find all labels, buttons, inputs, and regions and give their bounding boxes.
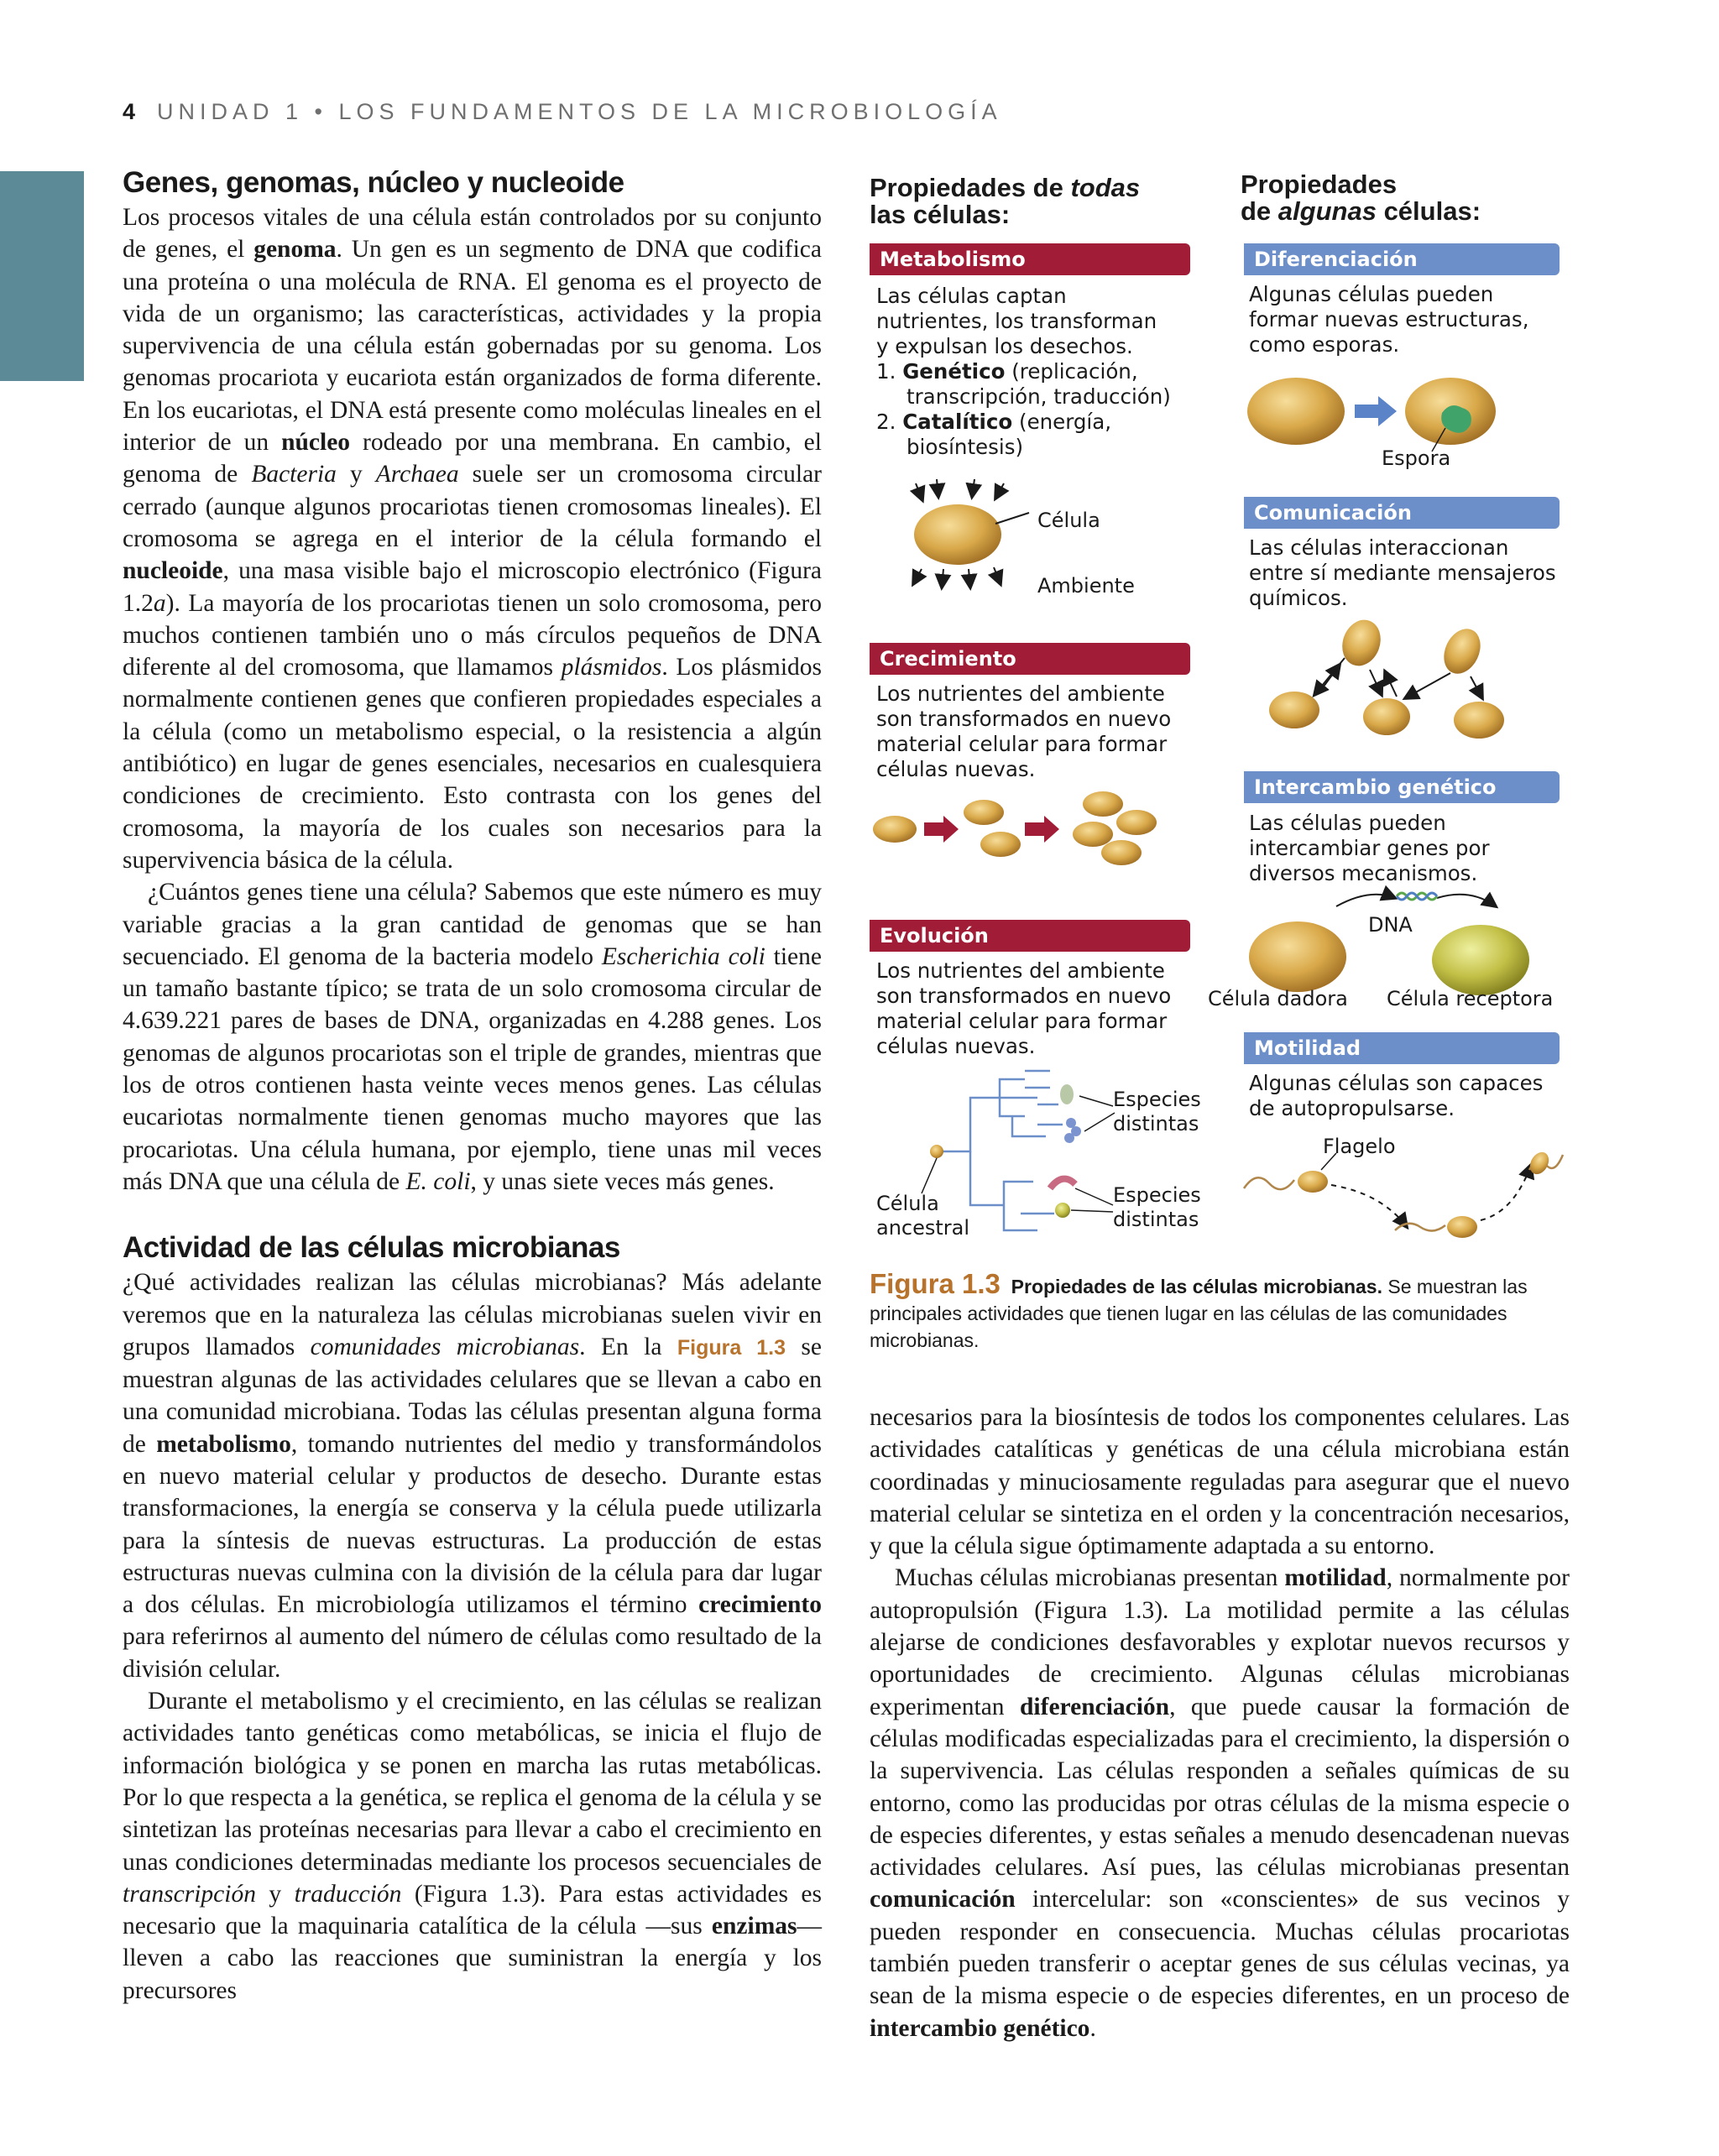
some-cells-heading: Propiedades de algunas células: xyxy=(1241,170,1481,226)
diferenciacion-text: Algunas células pueden formar nuevas estructuras, como esporas. xyxy=(1249,282,1529,357)
paragraph: necesarios para la biosíntesis de todos los componentes celulares. Las actividades catalíticas y genéticas de una célula microbiana están coordinadas y minuciosamente reguladas para asegurar que el nuevo material celular se sintetiza en el orden y la concentración necesarios, y que la célula sigue óptimamente adaptada a su entorno. xyxy=(870,1404,1570,1560)
cell-icon xyxy=(914,504,1001,565)
evolucion-bar: Evolución xyxy=(870,920,1190,952)
paragraph: Durante el metabolismo y el crecimiento, en las células se realizan actividades tanto genéticas como metabólicas, se inicia el flujo de información biológica y se ponen en marcha las rutas metabólicas. Por lo que respecta a la genética, se replica el genoma de la célula y se sintetizan las proteínas necesarias para llevar a cabo el crecimiento en unas condiciones determinadas mediante los procesos secuenciales de transcripción y traducción (Figura 1.3). Para estas actividades es necesario que la maquinaria catalítica de la célula —sus enzimas— lleven a cabo las reacciones que suministran la energía y los precursores xyxy=(123,1688,823,2004)
motility-diagram xyxy=(1244,1130,1580,1255)
section-heading-genes: Genes, genomas, núcleo y nucleoide xyxy=(123,166,624,199)
figure-number: Figura 1.3 xyxy=(870,1268,1001,1299)
intercambio-bar: Intercambio genético xyxy=(1244,771,1560,803)
diferenciacion-bar: Diferenciación xyxy=(1244,243,1560,275)
motilidad-text: Algunas células son capaces de autopropulsarse. xyxy=(1249,1071,1544,1120)
spore-label: Espora xyxy=(1382,446,1451,470)
crecimiento-bar: Crecimiento xyxy=(870,643,1190,675)
recipient-cell-label: Célula receptora xyxy=(1387,987,1554,1010)
metabolismo-text: Las células captan nutrientes, los transforman y expulsan los desechos. 1. Genético (replicación, transcripción, traducción) 2. Catalítico (energía, biosíntesis) xyxy=(876,284,1171,459)
species-label-1: Especies distintas xyxy=(1113,1088,1201,1135)
evolucion-text: Los nutrientes del ambiente son transformados en nuevo material celular para formar células nuevas. xyxy=(876,958,1172,1058)
motilidad-bar: Motilidad xyxy=(1244,1032,1560,1064)
left-column xyxy=(123,164,822,2007)
metabolismo-bar: Metabolismo xyxy=(870,243,1190,275)
crecimiento-text: Los nutrientes del ambiente son transformados en nuevo material celular para formar células nuevas. xyxy=(876,681,1172,781)
paragraph: ¿Qué actividades realizan las células microbianas? Más adelante veremos que en la naturaleza las células microbianas suelen vivir en grupos llamados comunidades microbianas. En la Figura 1.3 se muestran algunas de las actividades celulares que se llevan a cabo en una comunidad microbiana. Todas las células presentan alguna forma de metabolismo, tomando nutrientes del medio y transformándolos en nuevo material celular y productos de desecho. Durante estas transformaciones, la energía se conserva y la célula puede utilizarla para la síntesis de nuevas estructuras. La producción de estas estructuras nuevas culmina con la división de la célula para dar lugar a dos células. En microbiología utilizamos el término crecimiento para referirnos al aumento del número de células como resultado de la división celular. xyxy=(123,1269,823,1683)
all-cells-heading: Propiedades de todas las células: xyxy=(870,173,1141,229)
figure-caption: Figura 1.3 Propiedades de las células microbianas. Se muestran las principales actividades que tienen lugar en las células de las comunidades microbianas. xyxy=(870,1268,1528,1351)
cell-label: Célula xyxy=(1037,509,1100,532)
communication-diagram xyxy=(1244,618,1563,760)
unit-title: UNIDAD 1 • LOS FUNDAMENTOS DE LA MICROBIOLOGÍA xyxy=(157,99,1002,124)
ancestral-cell-label: Célula ancestral xyxy=(876,1192,970,1240)
intercambio-text: Las células pueden intercambiar genes por diversos mecanismos. xyxy=(1249,811,1490,885)
figure-1-3 xyxy=(870,164,1575,1351)
section-heading-activity: Actividad de las células microbianas xyxy=(123,1231,620,1265)
dna-label: DNA xyxy=(1368,913,1413,937)
comunicacion-text: Las células interaccionan entre sí mediante mensajeros químicos. xyxy=(1249,535,1556,610)
paragraph: Muchas células microbianas presentan motilidad, normalmente por autopropulsión (Figura 1.3). La motilidad permite a las células alejarse de condiciones desfavorables y explotar nuevos recursos y oportunidades de crecimiento. Algunas células microbianas experimentan diferenciación, que puede causar la formación de células modificadas especializadas para el crecimiento, la dispersión o la supervivencia. Las células responden a señales químicas de su entorno, como las producidas por otras células de la misma especie o de especies diferentes, y estas señales a menudo desencadenan nuevas actividades celulares. Así pues, las células microbianas presentan comunicación intercelular: son «conscientes» de sus vecinos y pueden responder en consecuencia. Muchas células procariotas también pueden transferir o aceptar genes de sus células vecinas, ya sean de la misma especie o de especies diferentes, en un proceso de intercambio genético. xyxy=(870,1564,1570,2042)
comunicacion-bar: Comunicación xyxy=(1244,497,1560,529)
page-number: 4 xyxy=(123,99,136,124)
chapter-tab-marker xyxy=(0,171,84,381)
donor-cell-label: Célula dadora xyxy=(1208,987,1348,1010)
environment-label: Ambiente xyxy=(1037,574,1135,598)
running-head xyxy=(123,99,1002,125)
paragraph: ¿Cuántos genes tiene una célula? Sabemos que este número es muy variable gracias a la gran cantidad de genomas que se han secuenciado. El genoma de la bacteria modelo Escherichia coli tiene un tamaño bastante típico; se trata de un solo cromosoma circular de 4.639.221 pares de bases de DNA, organizadas en 4.288 genes. Los genomas de algunos procariotas son el triple de grandes, mientras que los de otros contienen hasta veinte veces menos genes. Las células eucariotas normalmente tienen genomas mucho mayores que las procariotas. Una célula humana, por ejemplo, tiene unas mil veces más DNA que una célula de E. coli, y unas siete veces más genes. xyxy=(123,879,822,1195)
right-column xyxy=(870,1402,1570,2044)
paragraph: Los procesos vitales de una célula están controlados por su conjunto de genes, el genoma. Un gen es un segmento de DNA que codifica una proteína o una molécula de RNA. El genoma es el proyecto de vida de un organismo; las características, actividades y la propia supervivencia de una célula están gobernadas por su genoma. Los genomas procariota y eucariota están organizados de forma diferente. En los eucariotas, el DNA está presente como moléculas lineales en el interior de un núcleo rodeado por una membrana. En cambio, el genoma de Bacteria y Archaea suele ser un cromosoma circular cerrado (aunque algunos procariotas tienen cromosomas lineales). El cromosoma se agrega en el interior de la célula formando el nucleoide, una masa visible bajo el microscopio electrónico (Figura 1.2a). La mayoría de los procariotas tienen un solo cromosoma, pero muchos contienen también uno o más círculos pequeños de DNA diferente al del cromosoma, que llamamos plásmidos. Los plásmidos normalmente contienen genes que confieren propiedades especiales a la célula (como un metabolismo especial, o la resistencia a algún antibiótico) en lugar de genes esenciales, necesarios en cualesquiera condiciones de crecimiento. Esto contrasta con los genes del cromosoma, la mayoría de los cuales son necesarios para la supervivencia básica de la célula. xyxy=(123,204,823,874)
figure-reference-link[interactable]: Figura 1.3 xyxy=(677,1335,786,1360)
growth-diagram xyxy=(870,786,1205,869)
flagellum-label: Flagelo xyxy=(1323,1135,1396,1158)
species-label-2: Especies distintas xyxy=(1113,1183,1201,1231)
